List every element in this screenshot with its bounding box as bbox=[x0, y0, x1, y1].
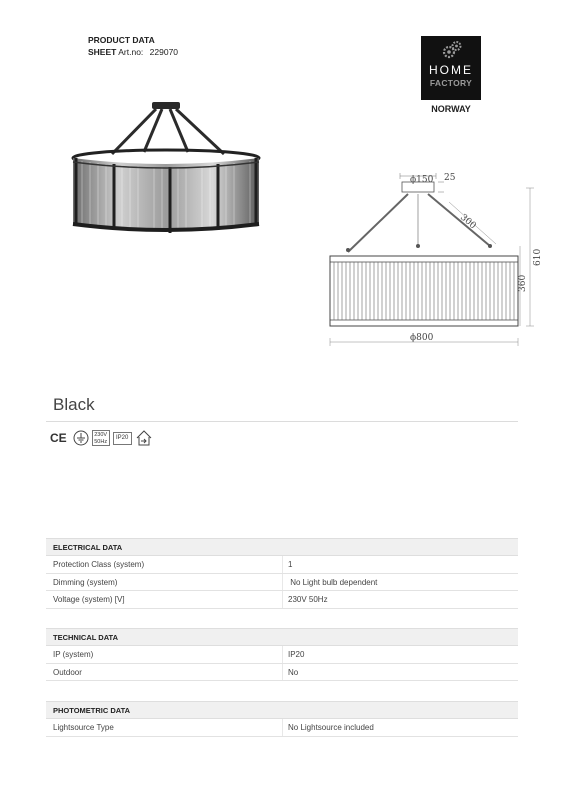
header-art-label: Art.no: bbox=[118, 47, 144, 57]
dimension-drawing bbox=[318, 166, 546, 350]
row-key: Dimming (system) bbox=[53, 577, 118, 587]
row-value: No Light bulb dependent bbox=[288, 577, 378, 587]
voltage-icon-top: 230V bbox=[94, 431, 108, 438]
row-value: No bbox=[288, 667, 299, 677]
article-number: 229070 bbox=[149, 47, 179, 57]
dim-top-diameter: ϕ150 bbox=[410, 175, 434, 185]
row-value: 1 bbox=[288, 560, 293, 569]
voltage-icon-bottom: 50Hz bbox=[94, 438, 108, 445]
product-header bbox=[88, 34, 178, 58]
header-title: PRODUCT DATA bbox=[88, 35, 155, 45]
row-key: Lightsource Type bbox=[53, 723, 114, 732]
voltage-icon bbox=[92, 430, 110, 446]
header-sheet: SHEET bbox=[88, 47, 117, 57]
row-key: IP (system) bbox=[53, 650, 94, 659]
dim-top-height: 25 bbox=[444, 173, 456, 183]
ip-rating-icon: IP20 bbox=[113, 432, 132, 445]
certification-icons bbox=[50, 428, 153, 448]
row-key: Outdoor bbox=[53, 667, 82, 677]
technical-data-heading: TECHNICAL DATA bbox=[46, 628, 518, 646]
row-value: IP20 bbox=[288, 650, 305, 659]
logo-country: NORWAY bbox=[431, 104, 471, 114]
photometric-data-table bbox=[46, 701, 518, 737]
divider bbox=[46, 421, 518, 422]
dim-rod-length: 300 bbox=[458, 212, 478, 232]
logo-line-home: HOME bbox=[429, 63, 473, 77]
ground-class-icon bbox=[73, 430, 89, 446]
table-row bbox=[46, 591, 518, 609]
dim-total-height: 610 bbox=[533, 248, 543, 266]
gears-icon bbox=[441, 40, 463, 60]
table-row bbox=[46, 646, 518, 664]
table-row bbox=[46, 664, 518, 682]
row-value: No Lightsource included bbox=[288, 723, 374, 732]
photometric-data-heading: PHOTOMETRIC DATA bbox=[46, 701, 518, 719]
table-row bbox=[46, 574, 518, 592]
electrical-data-heading: ELECTRICAL DATA bbox=[46, 538, 518, 556]
brand-logo bbox=[421, 36, 481, 100]
electrical-data-table bbox=[46, 538, 518, 609]
product-colour: Black bbox=[53, 395, 95, 414]
row-value: 230V 50Hz bbox=[288, 595, 328, 604]
table-row bbox=[46, 556, 518, 574]
dim-width: ϕ800 bbox=[410, 333, 434, 343]
logo-line-factory: FACTORY bbox=[429, 78, 473, 88]
indoor-use-icon bbox=[135, 429, 153, 447]
table-row bbox=[46, 719, 518, 737]
product-photo bbox=[66, 96, 268, 238]
row-key: Protection Class (system) bbox=[53, 560, 145, 569]
dim-shade-height: 360 bbox=[518, 274, 528, 292]
row-key: Voltage (system) [V] bbox=[53, 595, 125, 604]
ce-mark-icon: CE bbox=[50, 431, 67, 445]
technical-data-table bbox=[46, 628, 518, 681]
